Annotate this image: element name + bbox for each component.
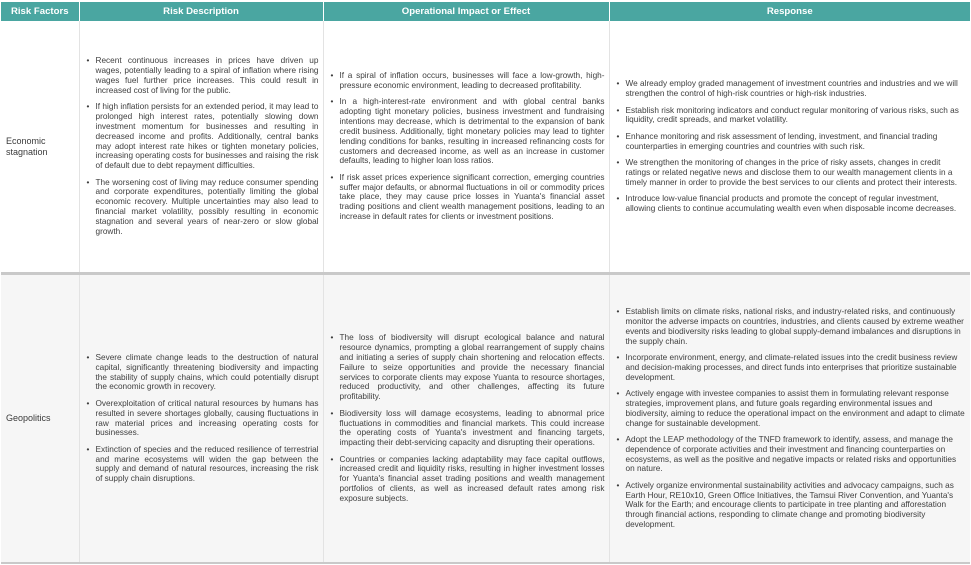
list-item: • Introduce low-value financial products and promote the concept of regular investment, allowing clients to continue accumulating wealth even when disposable income decreases. <box>617 194 967 214</box>
list-item: • Extinction of species and the reduced resilience of terrestrial and marine ecosystems will widen the gap between the supply and demand of natural resources, increasing the risk of supply chain disruptions. <box>87 445 319 484</box>
list-item: • Establish limits on climate risks, national risks, and industry-related risks, and continuously monitor the adverse impacts on countries, industries, and clients caused by extreme weather events and biodiversity risks leading to global supply-demand imbalances and disruptions in the supply chain. <box>617 307 967 346</box>
risk-description-cell <box>79 274 323 564</box>
risk-description-list <box>87 353 319 484</box>
list-item: • The loss of biodiversity will disrupt ecological balance and natural resource dynamics, prompting a global rearrangement of supply chains and initiating a series of supply chain shortening and relocation effects. Failure to seize opportunities and provide the necessary financial services to corporate clients may expose Yuanta to resource shortages, reduced productivity, and other challenges, affecting its future profitability. <box>331 333 605 402</box>
header-operational-impact: Operational Impact or Effect <box>323 2 609 21</box>
header-risk-description: Risk Description <box>79 2 323 21</box>
risk-factor-cell: Geopolitics <box>1 274 79 564</box>
response-list <box>617 79 967 213</box>
list-item: • If high inflation persists for an extended period, it may lead to prolonged high interest rates, potentially slowing down investment momentum for businesses and resulting in decreased income and profits. Additionally, central banks may adopt interest rate hikes or tighten monetary policies, increasing operating costs for businesses and raising the risk of default due to debt repayment difficulties. <box>87 102 319 171</box>
list-item: • If risk asset prices experience significant correction, emerging countries suffer major defaults, or abnormal fluctuations in oil or commodity prices take place, they may cause price losses in Yuanta's financial asset trading positions and client wealth management positions, leading to an increase in default rates for clients or investment positions. <box>331 173 605 222</box>
risk-factor-cell: Economic stagnation <box>1 21 79 274</box>
operational-impact-list <box>331 71 605 222</box>
list-item: • Enhance monitoring and risk assessment of lending, investment, and financial trading counterparties in emerging countries and countries with such risk. <box>617 132 967 152</box>
list-item: • We already employ graded management of investment countries and industries and we will strengthen the control of high-risk countries or high-risk industries. <box>617 79 967 99</box>
operational-impact-cell <box>323 274 609 564</box>
list-item: • Actively engage with investee companies to assist them in formulating relevant response strategies, improvement plans, and future goals regarding environmental issues and biodiversity, aiming to reduce the operational impact on the environment and adapt to climate change for sustainable development. <box>617 389 967 428</box>
list-item: • Actively organize environmental sustainability activities and advocacy campaigns, such as Earth Hour, RE10x10, Green Office Initiatives, the Tamsui River Convention, and Yuanta's Walk for the Earth; and encourage clients to participate in tree planting and afforestation through financial actions, responding to climate change and promoting biodiversity development. <box>617 481 967 530</box>
list-item: • Countries or companies lacking adaptability may face capital outflows, increased credit and liquidity risks, resulting in higher investment losses for Yuanta's financial asset trading positions and wealth management portfolios of clients, as well as increased default rates among risk exposure subjects. <box>331 455 605 504</box>
list-item: • The worsening cost of living may reduce consumer spending and corporate expenditures, potentially limiting the global economic recovery. Multiple uncertainties may also lead to financial market volatility, possibly resulting in economic stagnation and several years of near-zero or slow global growth. <box>87 178 319 237</box>
list-item: • We strengthen the monitoring of changes in the price of risky assets, changes in credit ratings or related negative news and disclose them to our wealth management clients in a timely manner in order to provide the best services to our clients and protect their interests. <box>617 158 967 188</box>
operational-impact-list <box>331 333 605 504</box>
list-item: • Recent continuous increases in prices have driven up wages, potentially leading to a spiral of inflation where rising wages fuel further price increases. This could result in increased cost of living for the public. <box>87 56 319 95</box>
response-list <box>617 307 967 530</box>
list-item: • In a high-interest-rate environment and with global central banks adopting tight monetary policies, business investment and fundraising intentions may decrease, which is detrimental to the expansion of bank credit business. Additionally, tight monetary policies may lead to tighter lending conditions for banks, resulting in increased refinancing costs for customers and decreased income, as well as an increase in customer defaults, leading to higher loan loss ratios. <box>331 97 605 166</box>
list-item: • Severe climate change leads to the destruction of natural capital, significantly threatening biodiversity and impacting the stability of supply chains, which could potentially disrupt the economic growth in recovery. <box>87 353 319 392</box>
table-row-economic-stagnation <box>1 21 970 274</box>
list-item: • Overexploitation of critical natural resources by humans has resulted in severe shortages globally, causing fluctuations in raw material prices and increasing operating costs for businesses. <box>87 399 319 438</box>
risk-description-list <box>87 56 319 236</box>
list-item: • Establish risk monitoring indicators and conduct regular monitoring of various risks, such as liquidity, credit spreads, and market volatility. <box>617 106 967 126</box>
header-response: Response <box>609 2 970 21</box>
response-cell <box>609 21 970 274</box>
header-risk-factors: Risk Factors <box>1 2 79 21</box>
list-item: • Incorporate environment, energy, and climate-related issues into the credit business review and decision-making processes, and direct funds into enterprises that prioritize sustainable development. <box>617 353 967 383</box>
risk-table <box>1 2 970 564</box>
table-header-row <box>1 2 970 21</box>
table-row-geopolitics <box>1 274 970 564</box>
list-item: • If a spiral of inflation occurs, businesses will face a low-growth, high-pressure economic environment, leading to decreased profitability. <box>331 71 605 91</box>
response-cell <box>609 274 970 564</box>
list-item: • Biodiversity loss will damage ecosystems, leading to abnormal price fluctuations in commodities and financial markets. This could increase the operating costs of Yuanta's investment and financing targets, impacting their debt-servicing capacity and disrupting their operations. <box>331 409 605 448</box>
list-item: • Adopt the LEAP methodology of the TNFD framework to identify, assess, and manage the dependence of corporate activities and their investment and financing counterparties on ecosystems, as well as the positive and negative impacts or related risks and opportunities on nature. <box>617 435 967 474</box>
risk-description-cell <box>79 21 323 274</box>
operational-impact-cell <box>323 21 609 274</box>
